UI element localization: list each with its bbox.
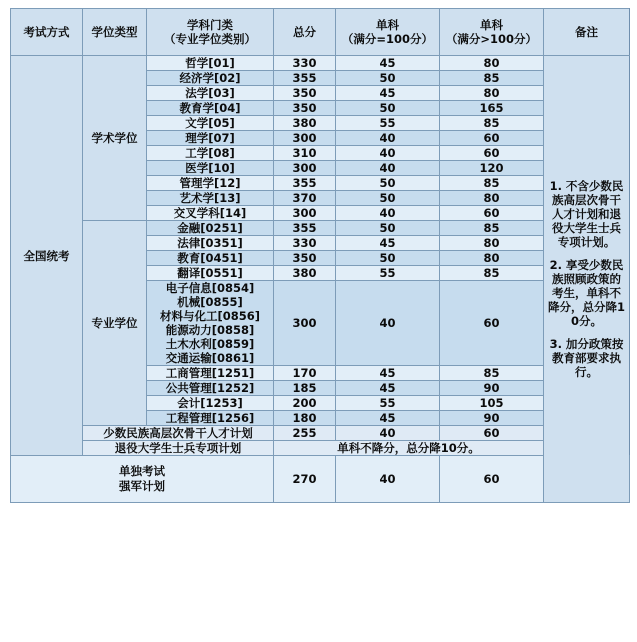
score-line-table (10, 8, 630, 503)
table-row (11, 221, 630, 236)
cell-single-100: 40 (336, 206, 440, 221)
cell-subject: 工程管理[1256] (147, 411, 274, 426)
cell-single-100: 45 (336, 381, 440, 396)
cell-total: 300 (274, 206, 336, 221)
cell-single-over-100: 85 (440, 71, 544, 86)
group-subject-4: 能源动力[0858] (165, 323, 255, 338)
cell-single-100: 50 (336, 176, 440, 191)
cell-subject: 管理学[12] (147, 176, 274, 191)
cell-subject: 经济学[02] (147, 71, 274, 86)
cell-subject: 教育学[04] (147, 101, 274, 116)
header-single-over-100 (440, 9, 544, 56)
cell-single-100: 40 (336, 161, 440, 176)
cell-single-100: 55 (336, 266, 440, 281)
table-row-veteran-plan (11, 441, 630, 456)
cell-total: 355 (274, 176, 336, 191)
cell-total: 180 (274, 411, 336, 426)
group-subject-5: 土木水利[0859] (165, 337, 255, 352)
cell-subject-group (147, 281, 274, 366)
cell-total: 300 (274, 131, 336, 146)
cell-single-100: 50 (336, 191, 440, 206)
header-total-score: 总分 (274, 9, 336, 56)
cell-single-over-100: 80 (440, 191, 544, 206)
cell-total: 270 (274, 456, 336, 503)
group-subject-3: 材料与化工[0856] (159, 309, 261, 324)
cell-single-over-100: 90 (440, 381, 544, 396)
table-row (11, 56, 630, 71)
cell-single-over-100: 90 (440, 411, 544, 426)
separate-exam-line2: 强军计划 (119, 479, 165, 494)
cell-subject: 翻译[0551] (147, 266, 274, 281)
remark-item-2: 2. 享受少数民族照顾政策的考生，单科不降分，总分降10分。 (547, 258, 625, 329)
cell-total: 350 (274, 251, 336, 266)
cell-single-100: 45 (336, 366, 440, 381)
cell-total: 350 (274, 86, 336, 101)
cell-single-over-100: 85 (440, 366, 544, 381)
cell-single-over-100: 165 (440, 101, 544, 116)
remark-item-3: 3. 加分政策按教育部要求执行。 (549, 337, 624, 380)
cell-total: 170 (274, 366, 336, 381)
cell-minority-plan-label: 少数民族高层次骨干人才计划 (83, 426, 274, 441)
cell-subject: 法律[0351] (147, 236, 274, 251)
cell-single-over-100: 60 (440, 131, 544, 146)
cell-single-over-100: 80 (440, 86, 544, 101)
cell-total: 380 (274, 116, 336, 131)
table-body (11, 56, 630, 503)
cell-total: 370 (274, 191, 336, 206)
cell-single-over-100: 85 (440, 116, 544, 131)
cell-subject: 公共管理[1252] (147, 381, 274, 396)
cell-single-100: 40 (336, 131, 440, 146)
cell-single-over-100: 85 (440, 176, 544, 191)
header-single-100-line2: （满分=100分） (341, 32, 434, 46)
cell-subject: 医学[10] (147, 161, 274, 176)
cell-single-over-100: 60 (440, 456, 544, 503)
cell-subject: 艺术学[13] (147, 191, 274, 206)
header-single-100-line1: 单科 (376, 17, 399, 32)
cell-single-100: 50 (336, 251, 440, 266)
cell-exam-type: 全国统考 (11, 56, 83, 456)
cell-single-over-100: 85 (440, 221, 544, 236)
table-header (11, 9, 630, 56)
cell-single-over-100: 105 (440, 396, 544, 411)
cell-single-over-100: 120 (440, 161, 544, 176)
cell-subject: 会计[1253] (147, 396, 274, 411)
cell-subject: 金融[0251] (147, 221, 274, 236)
header-degree-type: 学位类型 (83, 9, 147, 56)
cell-total: 300 (274, 161, 336, 176)
cell-total: 330 (274, 56, 336, 71)
cell-total: 380 (274, 266, 336, 281)
header-remarks: 备注 (544, 9, 630, 56)
cell-remarks (544, 56, 630, 503)
cell-single-over-100: 80 (440, 56, 544, 71)
cell-total: 255 (274, 426, 336, 441)
cell-subject: 文学[05] (147, 116, 274, 131)
cell-total: 330 (274, 236, 336, 251)
cell-single-100: 50 (336, 71, 440, 86)
cell-single-over-100: 60 (440, 426, 544, 441)
group-subject-6: 交通运输[0861] (165, 351, 255, 366)
cell-subject: 交叉学科[14] (147, 206, 274, 221)
header-row (11, 9, 630, 56)
cell-single-over-100: 60 (440, 206, 544, 221)
cell-total: 200 (274, 396, 336, 411)
cell-subject: 工商管理[1251] (147, 366, 274, 381)
cell-degree-type-professional: 专业学位 (83, 221, 147, 426)
cell-single-100: 55 (336, 116, 440, 131)
group-subject-2: 机械[0855] (177, 295, 243, 310)
cell-single-100: 40 (336, 146, 440, 161)
cell-subject: 法学[03] (147, 86, 274, 101)
cell-separate-exam-label (11, 456, 274, 503)
cell-subject: 哲学[01] (147, 56, 274, 71)
cell-total: 355 (274, 221, 336, 236)
cell-single-over-100: 85 (440, 266, 544, 281)
remark-item-1: 1. 不含少数民族高层次骨干人才计划和退役大学生士兵专项计划。 (549, 179, 624, 250)
cell-total: 300 (274, 281, 336, 366)
cell-subject: 工学[08] (147, 146, 274, 161)
header-exam-type: 考试方式 (11, 9, 83, 56)
cell-subject: 理学[07] (147, 131, 274, 146)
cell-single-over-100: 60 (440, 146, 544, 161)
cell-single-100: 45 (336, 236, 440, 251)
separate-exam-line1: 单独考试 (119, 463, 165, 478)
cell-single-100: 40 (336, 281, 440, 366)
header-subject-category (147, 9, 274, 56)
cell-single-100: 45 (336, 411, 440, 426)
header-subject-line1: 学科门类 (187, 17, 233, 32)
cell-single-100: 50 (336, 221, 440, 236)
cell-single-100: 55 (336, 396, 440, 411)
cell-total: 185 (274, 381, 336, 396)
cell-total: 350 (274, 101, 336, 116)
cell-single-100: 40 (336, 426, 440, 441)
header-single-over-100-line2: （满分>100分） (445, 32, 538, 46)
cell-veteran-plan-note: 单科不降分，总分降10分。 (274, 441, 544, 456)
cell-single-100: 45 (336, 86, 440, 101)
cell-single-100: 50 (336, 101, 440, 116)
cell-single-over-100: 80 (440, 251, 544, 266)
cell-single-100: 45 (336, 56, 440, 71)
cell-single-100: 40 (336, 456, 440, 503)
cell-veteran-plan-label: 退役大学生士兵专项计划 (83, 441, 274, 456)
cell-single-over-100: 80 (440, 236, 544, 251)
cell-total: 355 (274, 71, 336, 86)
cell-single-over-100: 60 (440, 281, 544, 366)
cell-total: 310 (274, 146, 336, 161)
cell-subject: 教育[0451] (147, 251, 274, 266)
header-single-over-100-line1: 单科 (480, 17, 503, 32)
header-subject-line2: （专业学位类别） (164, 32, 256, 46)
table-row-separate-exam (11, 456, 630, 503)
header-single-100 (336, 9, 440, 56)
cell-degree-type-academic: 学术学位 (83, 56, 147, 221)
table-row-minority-plan (11, 426, 630, 441)
group-subject-1: 电子信息[0854] (165, 281, 255, 296)
